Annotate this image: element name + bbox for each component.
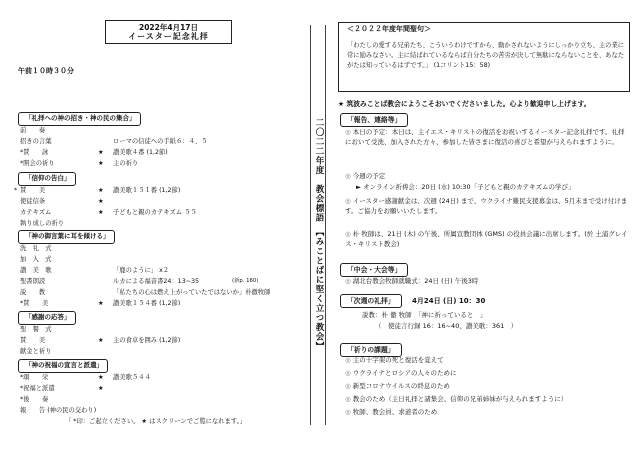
presbytery-text: 湖北台教会牧師就職式：24日 (日) 午後3時 [352,277,479,285]
footnote: 「 *印：ご起立ください。 ★ はスクリーンでご覧になれます。」 [65,418,247,425]
order-item: 前 奏 [20,127,46,134]
bullet-icon: ◎ [345,356,351,364]
order-item: *賛 美 [20,300,49,307]
order-detail: 「鹿のように」 x２ [113,267,170,274]
bullet-icon: ◎ [345,277,351,285]
star-icon: ★ [98,337,104,344]
section-blessing: 「神の祝福の宣言と派遣」 [18,359,108,373]
announcement-item [345,230,630,250]
prayer-text: 新型コロナウイルスの終息のため [352,382,450,390]
prayer-item [345,369,630,379]
star-icon: ★ [98,198,104,205]
section-response: 「感謝の応答」 [18,311,76,325]
service-time: 午前１０時３０分 [18,67,74,75]
prayer-text: 教会のため（主日礼拝と諸集会、信仰の兄弟姉妹が与えられますように） [352,395,568,403]
section-next-service: 「次週の礼拝」 [340,294,402,308]
next-sermon: 説教：朴 徹 牧師 「神に祈っていると 」 [362,311,487,319]
bullet-icon: ◎ [345,369,351,377]
section-confession: 「信仰の告白」 [18,172,76,186]
announcement-text: イースター感謝献金は、次週 (24日) まで、ウクライナ難民支援募金は、5月末まで受け付けます。ご協力をお願いいたします。 [345,197,628,215]
announcement-text: 本日の予定：本日は、主イエス・キリストの復活をお祝いするイースター記念礼拝です。礼拝において受洗、加入された方々、参加した皆さまに復活の喜びと希望が与えられますように。 [345,128,625,146]
order-detail: 子どもと親のカテキズム ５５ [113,209,197,216]
section-prayer-topics: 「祈りの課題」 [340,343,402,357]
announcement-item [345,197,630,217]
bullet-icon: ◎ [345,172,351,180]
asterisk-mark: * [14,187,18,194]
bullet-icon: ◎ [345,230,351,238]
announcement-item [345,172,630,182]
star-icon: ★ [98,300,104,307]
prayer-item [345,356,630,366]
prayer-text: 牧師、教会員、求道者のため [352,408,438,416]
bullet-icon: ◎ [345,197,351,205]
title-box [105,20,232,44]
order-detail: ルカによる福音書24：13~35 [113,278,199,285]
star-icon: ★ [98,374,104,381]
section-announcements: 「報告、連絡等」 [340,113,408,127]
verse-heading: ＜２０２２年度年間聖句＞ [347,25,431,33]
star-icon: ★ [98,149,104,156]
order-item: 聖書朗読 [20,278,46,285]
announcement-item [345,128,630,148]
bullet-icon: ◎ [345,382,351,390]
order-item: 使徒信条 [20,198,46,205]
order-item: 賛 美 [20,337,46,344]
service-date: 2022年4月17日 [138,23,199,32]
star-icon: ★ [98,160,104,167]
order-item: 説 教 [20,289,46,296]
next-service-date: 4月24日 (日) 10：30 [412,297,486,305]
verse-text: 「わたしの愛する兄弟たち、こういうわけですから、動かされないようにしっかり立ち、主の業に常に励みなさい。主に結ばれているならば自分たちの苦労が決して無駄にならないことを、あなたがたは知っているはずです。」 (1コリント15：58) [347,42,625,69]
order-item: *賛 詠 [20,149,49,156]
bullet-icon: ◎ [345,408,351,416]
order-item: *頌 栄 [20,374,49,381]
order-item: *後 奏 [20,396,49,403]
order-item: 執り成しの祈り [20,220,65,227]
order-detail: ローマの信徒への手紙６：４、５ [113,138,208,145]
order-detail: 讃美歌４番 (1,2節) [113,149,168,156]
prayer-text: ウクライナとロシアの人々のために [352,369,457,377]
prayer-meeting: ► オンライン祈祷会：20日 (水) 10:30「子どもと親のカテキズムの学び」 [356,183,575,191]
prayer-item [345,395,630,405]
star-icon: ★ [98,385,104,392]
order-detail: 讃美歌１５４番 (1,2節) [113,300,181,307]
order-detail: 讃美歌１５１番 (1,2節) [113,187,181,194]
prayer-item [345,382,630,392]
order-item: 加 入 式 [20,256,52,263]
church-motto: 二〇二二年度 教会標語 【みことばに堅く立つ教会】 [314,118,324,352]
order-detail: 主の食卓を囲み (1,2節) [113,337,181,344]
order-item: 聖 餐 式 [20,326,52,333]
section-word: 「神の御言葉に耳を傾ける」 [18,230,115,244]
page-ref: (新p. 160) [232,278,259,284]
order-item: 讃 美 歌 [20,267,52,274]
annual-verse-box [338,22,630,92]
order-detail: 讃美歌５４４ [113,374,151,381]
announcement-text: 朴 牧師は、21日 (木) の午後、所属宣教団体 (GMS) の役員会議に出席します。(於 土浦グレイス・キリスト教会) [345,230,628,248]
section-presbytery: 「中会・大会等」 [340,263,408,277]
order-item: *祝福と派遣 [20,385,55,392]
presbytery-item [345,277,630,287]
star-icon: ★ [98,209,104,216]
section-gathering: 「礼拝への神の招き・神の民の集合」 [18,112,141,126]
bullet-icon: ◎ [345,395,351,403]
order-item: 洗 礼 式 [20,245,52,252]
order-item: カテキズム [20,209,52,216]
next-scripture: （ 使徒言行録 16：16~40、讃美歌：361 ） [375,322,518,330]
announcement-text: 今週の予定 [352,172,386,180]
order-detail: 主の祈り [113,160,139,167]
bullet-icon: ◎ [345,128,351,136]
order-item: 賛 美 [20,187,46,194]
order-item: 献金と祈り [20,348,52,355]
prayer-item [345,408,630,418]
sermon-title: 「私たちの心は燃え上がっていたではないか」朴徹牧師 [113,289,271,296]
prayer-text: 主の十字架の死と復活を覚えて [352,356,444,364]
order-item: 招きの言葉 [20,138,52,145]
order-item: 報 告 (神の民の交わり) [20,407,97,414]
star-icon: ★ [98,187,104,194]
welcome-message: ★ 筑波みことば教会にようこそおいでくださいました。心より歓迎申し上げます。 [338,100,591,108]
service-title: イースター記念礼拝 [128,32,209,41]
order-item: *開会の祈り [20,160,55,167]
